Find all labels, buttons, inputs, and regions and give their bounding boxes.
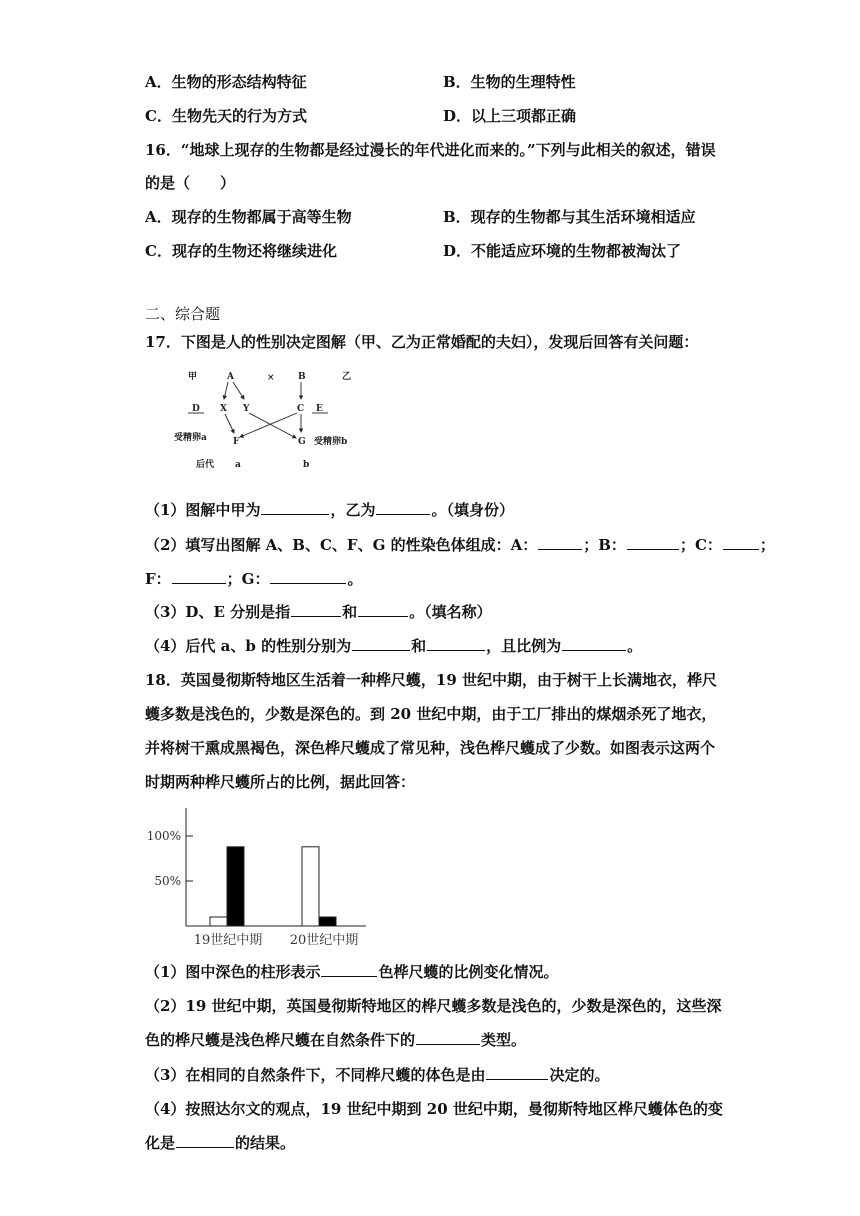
arrow-X-F (225, 414, 234, 433)
q15-option-b: B．生物的生理特性 (443, 73, 576, 91)
q18-p2-text: 色的桦尺蠖是浅色桦尺蠖在自然条件下的 (145, 1031, 416, 1049)
x-category-label: 20世纪中期 (289, 933, 359, 948)
q18-p1-text: （1）图中深色的柱形表示 (145, 963, 321, 981)
q18-part1 (145, 962, 558, 982)
x-category-label: 19世纪中期 (193, 933, 263, 948)
q16-option-b: B．现存的生物都与其生活环境相适应 (443, 208, 696, 226)
q17-p1-text3: 。（填身份） (431, 501, 514, 519)
answer-blank[interactable] (723, 535, 759, 550)
answer-blank[interactable] (261, 500, 329, 515)
label-b: b (303, 460, 310, 470)
q17-part4 (145, 636, 642, 656)
arrow-A-X (224, 382, 228, 399)
q17-part1 (145, 500, 514, 520)
q17-p2-text3: ；C： (679, 536, 722, 554)
moth-proportion-chart (140, 802, 380, 952)
q18-p4-text: 化是 (145, 1134, 176, 1152)
q16-option-a: A．现存的生物都属于高等生物 (145, 208, 352, 226)
bar-light (210, 917, 227, 926)
answer-blank[interactable] (176, 1133, 234, 1148)
answer-blank[interactable] (352, 636, 410, 651)
label-jia: 甲 (188, 372, 198, 382)
q17-p2-text6: ；G： (226, 570, 270, 588)
q17-stem: 17．下图是人的性别决定图解（甲、乙为正常婚配的夫妇），发现后回答有关问题： (145, 333, 699, 351)
q16-stem-line2: 的是（ ） (145, 174, 236, 192)
label-E: E (316, 404, 323, 414)
q18-part2-line2 (145, 1030, 526, 1050)
q17-p2-text7: 。 (347, 570, 363, 588)
label-F: F (233, 437, 240, 447)
q17-part2-line2 (145, 569, 362, 589)
q17-p4-text4: 。 (627, 637, 643, 655)
q17-p4-text3: ，且比例为 (486, 637, 562, 655)
q18-p2-text2: 类型。 (481, 1031, 527, 1049)
answer-blank[interactable] (172, 569, 226, 584)
label-cross: × (267, 373, 275, 383)
q18-stem-line4: 时期两种桦尺蠖所占的比例，据此回答： (145, 773, 416, 791)
answer-blank[interactable] (427, 636, 485, 651)
q17-p3-text2: 和 (342, 603, 358, 621)
answer-blank[interactable] (562, 636, 626, 651)
answer-blank[interactable] (321, 962, 377, 977)
label-C: C (297, 404, 305, 414)
q18-stem-line2: 蠖多数是浅色的，少数是深色的。到 20 世纪中期，由于工厂排出的煤烟杀死了地衣， (145, 705, 717, 723)
bar-dark (319, 917, 336, 926)
q17-part3 (145, 602, 492, 622)
arrow-C-F (240, 413, 297, 437)
q17-p3-text3: 。（填名称） (409, 603, 492, 621)
label-a: a (235, 460, 241, 470)
label-yi: 乙 (342, 372, 352, 382)
q16-option-d: D．不能适应环境的生物都被淘汰了 (443, 242, 682, 260)
q18-p3-text2: 决定的。 (549, 1066, 610, 1084)
q18-stem-line1: 18．英国曼彻斯特地区生活着一种桦尺蠖，19 世纪中期，由于树干上长满地衣，桦尺 (145, 671, 717, 689)
label-B: B (298, 372, 306, 382)
q17-p4-text2: 和 (411, 637, 427, 655)
answer-blank[interactable] (291, 602, 341, 617)
q18-part2-line1: （2）19 世纪中期，英国曼彻斯特地区的桦尺蠖多数是浅色的，少数是深色的，这些深 (145, 997, 722, 1015)
q17-p3-text: （3）D、E 分别是指 (145, 603, 291, 621)
q18-p1-text2: 色桦尺蠖的比例变化情况。 (378, 963, 559, 981)
q17-p4-text: （4）后代 a、b 的性别分别为 (145, 637, 352, 655)
q17-p2-text: （2）填写出图解 A、B、C、F、G 的性染色体组成：A： (145, 536, 538, 554)
q18-stem-line3: 并将树干熏成黑褐色，深色桦尺蠖成了常见种，浅色桦尺蠖成了少数。如图表示这两个 (145, 739, 716, 757)
q16-stem-line1: 16．“地球上现存的生物都是经过漫长的年代进化而来的。”下列与此相关的叙述，错误 (145, 141, 716, 159)
q17-p1-text: （1）图解中甲为 (145, 501, 261, 519)
bar-dark (227, 847, 244, 926)
answer-blank[interactable] (270, 569, 346, 584)
arrow-A-Y (233, 382, 244, 399)
answer-blank[interactable] (416, 1030, 480, 1045)
sex-determination-diagram (170, 366, 360, 474)
label-G: G (298, 437, 306, 447)
q17-p2-text4: ； (759, 536, 775, 554)
q18-p3-text: （3）在相同的自然条件下，不同桦尺蠖的体色是由 (145, 1066, 486, 1084)
q18-part4-line2 (145, 1133, 295, 1153)
q18-part3 (145, 1065, 609, 1085)
label-egg-b: 受精卵b (314, 437, 348, 447)
label-X: X (220, 404, 227, 414)
q16-option-c: C．现存的生物还将继续进化 (145, 242, 337, 260)
answer-blank[interactable] (538, 535, 582, 550)
section-title: 二、综合题 (145, 305, 221, 323)
y-tick-label: 50% (154, 874, 181, 888)
answer-blank[interactable] (358, 602, 408, 617)
q18-p4-text2: 的结果。 (235, 1134, 296, 1152)
q15-option-c: C．生物先天的行为方式 (145, 107, 307, 125)
answer-blank[interactable] (627, 535, 679, 550)
label-offspring: 后代 (196, 460, 215, 470)
label-egg-a: 受精卵a (174, 433, 207, 443)
q18-part4-line1: （4）按照达尔文的观点，19 世纪中期到 20 世纪中期，曼彻斯特地区桦尺蠖体色的变 (145, 1100, 723, 1118)
q17-p2-text2: ；B： (583, 536, 626, 554)
q17-p2-text5: F： (145, 570, 171, 588)
label-Y: Y (243, 404, 250, 414)
q15-option-d: D．以上三项都正确 (443, 107, 577, 125)
answer-blank[interactable] (376, 500, 430, 515)
bar-light (302, 847, 319, 926)
y-tick-label: 100% (146, 829, 181, 843)
q15-option-a: A．生物的形态结构特征 (145, 73, 307, 91)
label-A: A (227, 372, 234, 382)
answer-blank[interactable] (486, 1065, 548, 1080)
q17-p1-text2: ，乙为 (330, 501, 376, 519)
label-D: D (192, 404, 200, 414)
q17-part2-line1 (145, 535, 775, 555)
